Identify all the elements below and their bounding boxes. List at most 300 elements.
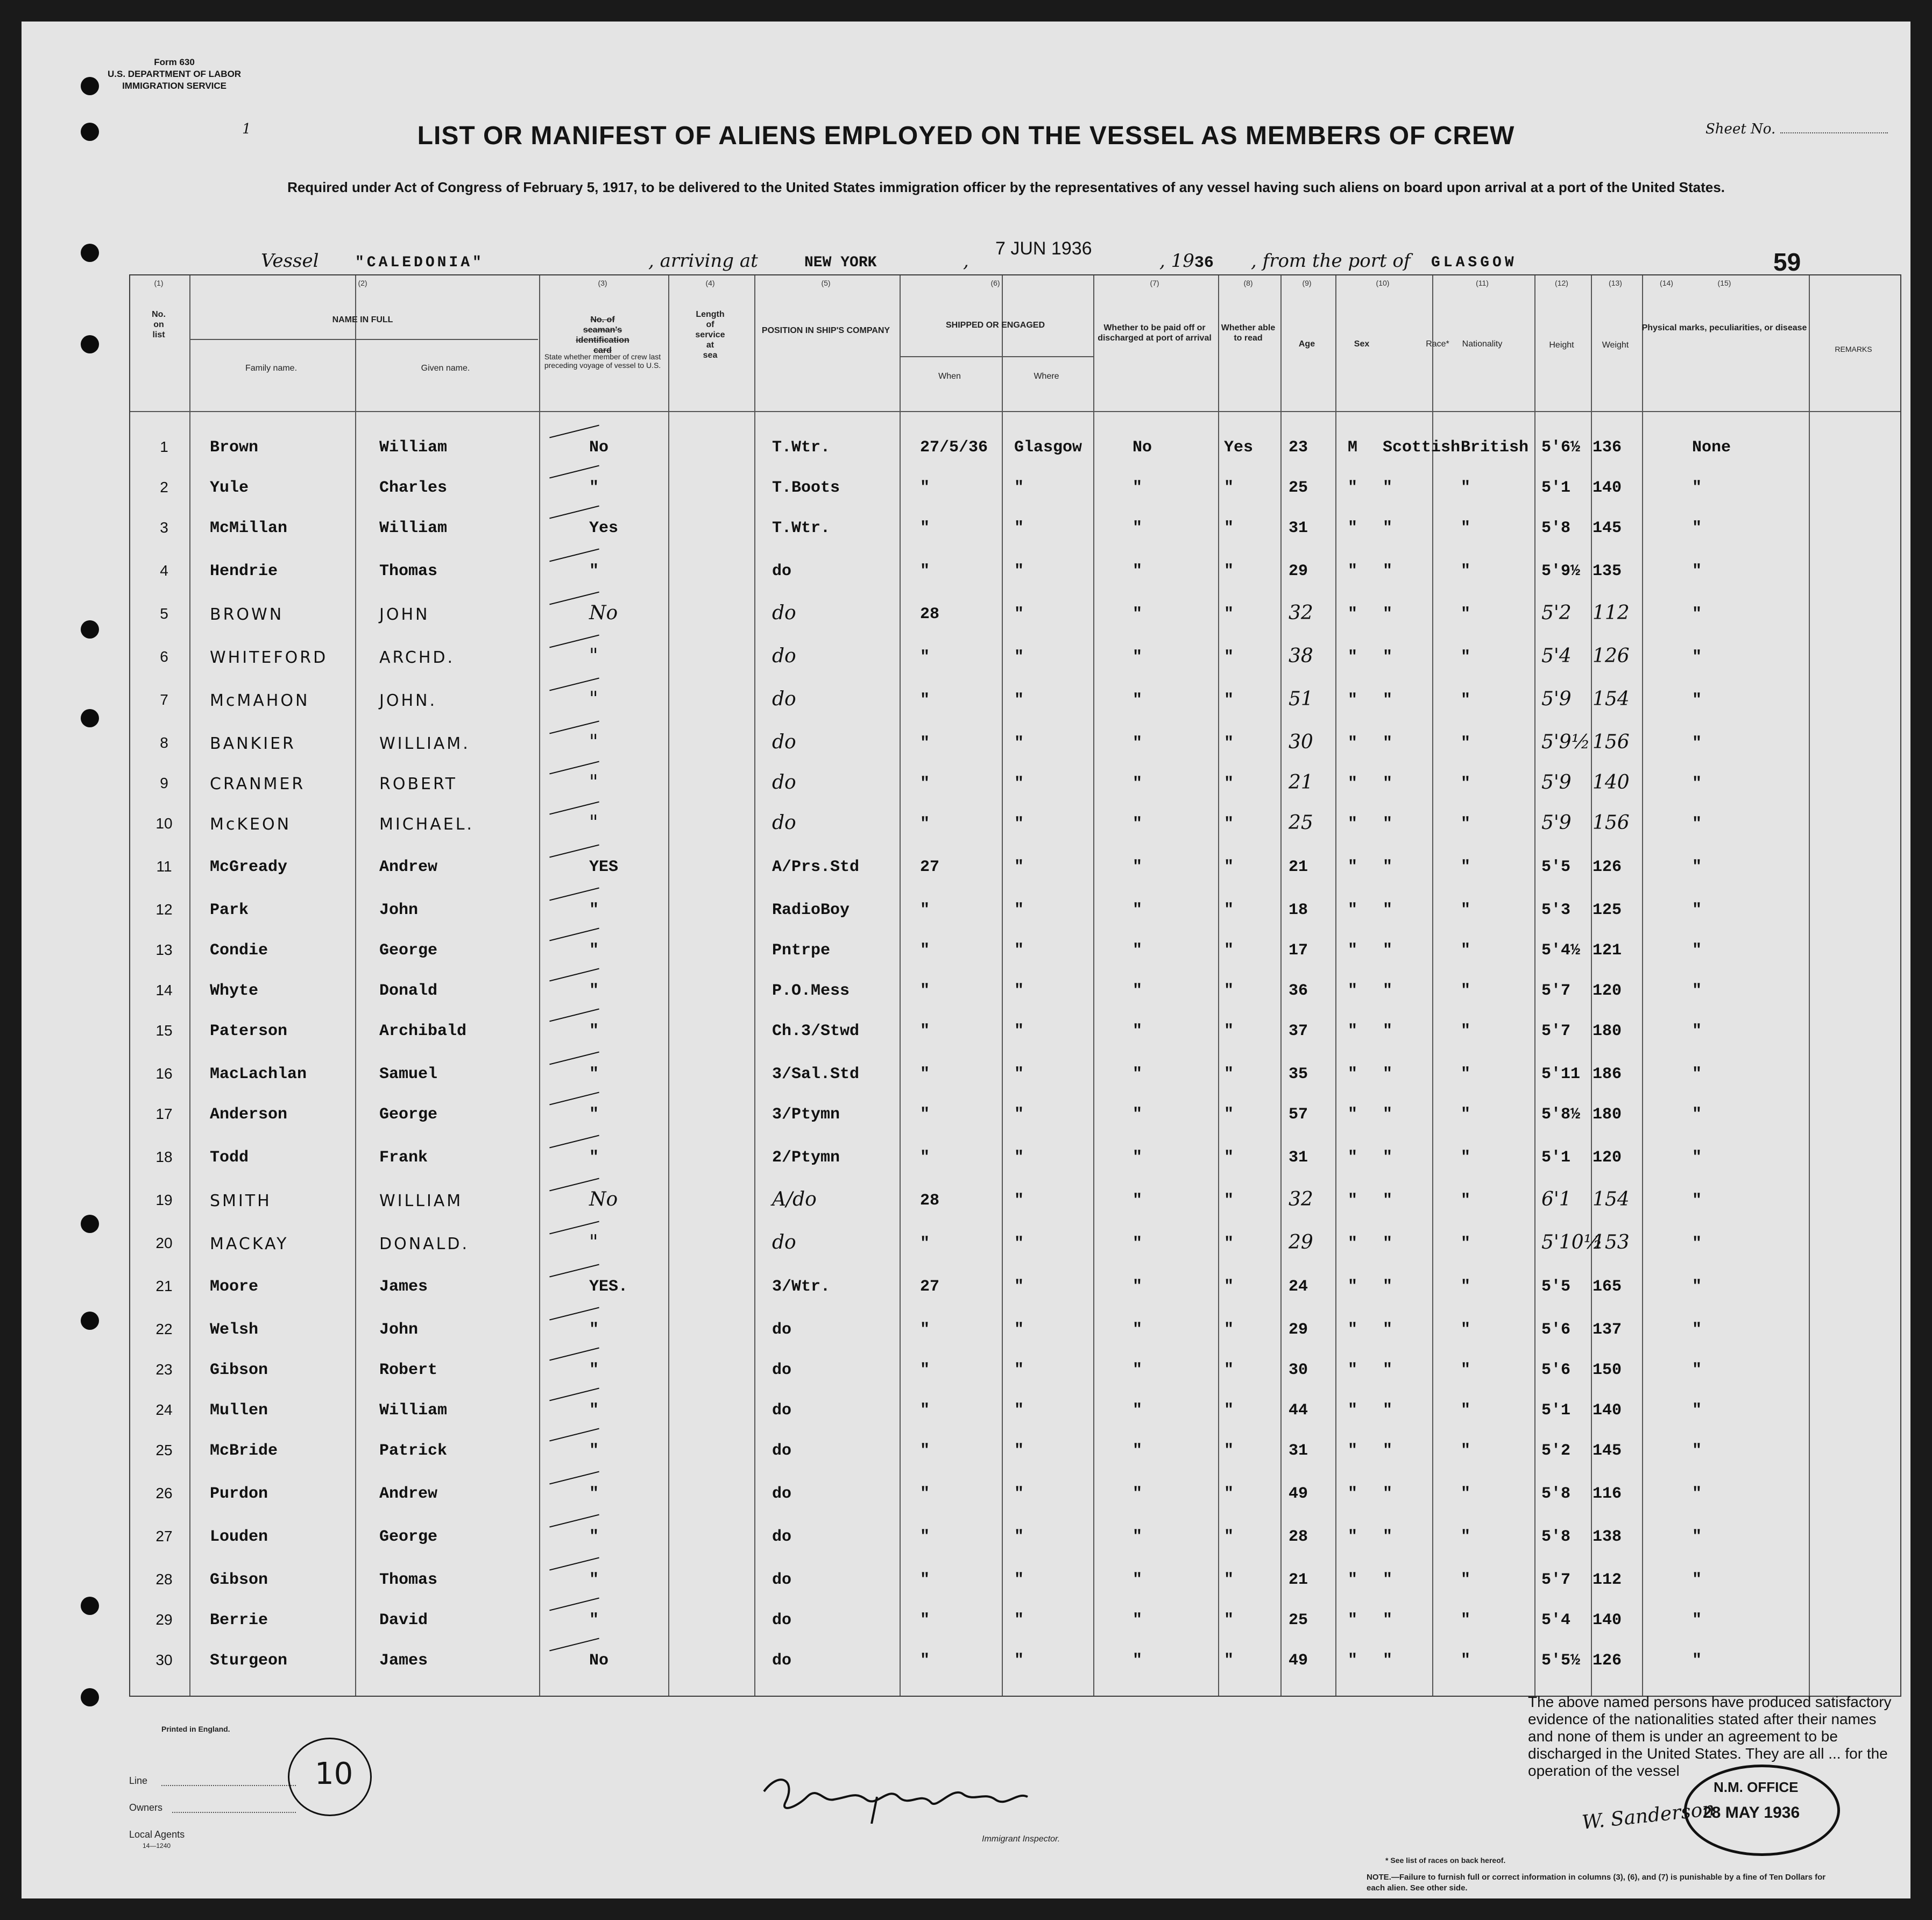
given-name: ROBERT xyxy=(379,775,457,793)
race: " xyxy=(1383,1149,1393,1167)
printed-in: Printed in England. xyxy=(161,1725,230,1733)
able-to-read: " xyxy=(1224,1235,1234,1253)
family-name: BROWN xyxy=(210,605,284,624)
given-name: Thomas xyxy=(379,562,438,580)
row-number: 26 xyxy=(155,1485,173,1501)
paid-off: " xyxy=(1133,479,1143,497)
line-label: Line xyxy=(129,1775,148,1786)
shipped-when: " xyxy=(920,562,930,580)
table-row xyxy=(129,724,1899,767)
age: 21 xyxy=(1289,771,1313,793)
shipped-when: " xyxy=(920,1149,930,1167)
column-number: (5) xyxy=(821,279,831,287)
shipped-where: " xyxy=(1014,941,1024,960)
height: 5'8 xyxy=(1541,519,1571,537)
column-number: (7) xyxy=(1150,279,1159,287)
family-name: McMillan xyxy=(210,519,288,537)
height: 5'8 xyxy=(1541,1485,1571,1503)
nationality: " xyxy=(1461,1361,1471,1379)
family-name: Purdon xyxy=(210,1485,268,1503)
nationality: " xyxy=(1461,1652,1471,1670)
sex: " xyxy=(1348,1192,1358,1210)
col-able-to-read: Whether able to read xyxy=(1221,323,1276,343)
physical-marks: " xyxy=(1692,1106,1702,1124)
height: 5'6½ xyxy=(1541,438,1581,457)
physical-marks: " xyxy=(1692,1235,1702,1253)
sex: " xyxy=(1348,648,1358,667)
shipped-where: " xyxy=(1014,1442,1024,1460)
col-no-on-list: No. on list xyxy=(152,310,166,339)
col-remarks: REMARKS xyxy=(1835,345,1872,353)
weight: 125 xyxy=(1593,901,1622,919)
sex: " xyxy=(1348,1235,1358,1253)
col-weight: Weight xyxy=(1602,341,1629,350)
column-number: (10) xyxy=(1376,279,1390,287)
punch-hole xyxy=(81,1597,99,1615)
nationality: " xyxy=(1461,734,1471,753)
table-row xyxy=(129,1600,1899,1643)
col-length-of-service: Length of service at sea xyxy=(695,310,725,360)
row-number: 13 xyxy=(155,941,173,958)
shipped-where: " xyxy=(1014,1235,1024,1253)
row-number: 27 xyxy=(155,1528,173,1544)
sex: " xyxy=(1348,605,1358,624)
table-row xyxy=(129,1517,1899,1560)
column-number: (14) xyxy=(1660,279,1673,287)
seaman-card: " xyxy=(589,1065,599,1083)
height: 5'9 xyxy=(1541,812,1572,834)
age: 17 xyxy=(1289,941,1308,960)
table-row xyxy=(129,1054,1899,1097)
height: 5'5 xyxy=(1541,1278,1571,1296)
height: 5'2 xyxy=(1541,602,1572,624)
paid-off: No xyxy=(1133,438,1152,457)
seaman-card: " xyxy=(589,1571,599,1589)
paid-off: " xyxy=(1133,941,1143,960)
physical-marks: " xyxy=(1692,1192,1702,1210)
paid-off: " xyxy=(1133,1235,1143,1253)
sex: " xyxy=(1348,982,1358,1000)
given-name: Robert xyxy=(379,1361,438,1379)
weight: 145 xyxy=(1593,519,1622,537)
shipped-when: " xyxy=(920,1022,930,1040)
row-number: 5 xyxy=(160,605,168,622)
age: 31 xyxy=(1289,519,1308,537)
shipped-when: " xyxy=(920,815,930,833)
age: 37 xyxy=(1289,1022,1308,1040)
table-row xyxy=(129,637,1899,681)
table-row xyxy=(129,1474,1899,1517)
table-row xyxy=(129,1095,1899,1138)
sex: " xyxy=(1348,1278,1358,1296)
row-number: 15 xyxy=(155,1022,173,1039)
ship-position: Pntrpe xyxy=(772,941,831,960)
comma: , xyxy=(963,250,969,272)
seaman-card: " xyxy=(589,645,598,667)
family-name: Moore xyxy=(210,1278,259,1296)
given-name: James xyxy=(379,1278,428,1296)
column-number: (9) xyxy=(1302,279,1312,287)
shipped-when: " xyxy=(920,734,930,753)
table-row xyxy=(129,1011,1899,1054)
given-name: George xyxy=(379,1528,438,1546)
row-number: 19 xyxy=(155,1192,173,1208)
height: 5'8 xyxy=(1541,1528,1571,1546)
race: " xyxy=(1383,648,1393,667)
height: 5'9½ xyxy=(1541,731,1590,753)
ship-position: do xyxy=(772,731,796,753)
table-row xyxy=(129,1224,1899,1267)
paid-off: " xyxy=(1133,648,1143,667)
seaman-card: " xyxy=(589,1106,599,1124)
paid-off: " xyxy=(1133,605,1143,624)
paid-off: " xyxy=(1133,1485,1143,1503)
height: 5'4 xyxy=(1541,645,1572,667)
physical-marks: " xyxy=(1692,1022,1702,1040)
ship-position: Ch.3/Stwd xyxy=(772,1022,860,1040)
seaman-card: " xyxy=(589,1022,599,1040)
seaman-card: " xyxy=(589,901,599,919)
age: 21 xyxy=(1289,858,1308,876)
shipped-when: " xyxy=(920,1361,930,1379)
age: 49 xyxy=(1289,1652,1308,1670)
sheet-number-label: Sheet No. xyxy=(1705,121,1888,137)
family-name: Todd xyxy=(210,1149,249,1167)
column-number: (1) xyxy=(154,279,164,287)
table-row xyxy=(129,428,1899,471)
height: 5'5½ xyxy=(1541,1652,1581,1670)
nationality: " xyxy=(1461,1528,1471,1546)
table-row xyxy=(129,1350,1899,1393)
height: 5'4½ xyxy=(1541,941,1581,960)
able-to-read: " xyxy=(1224,775,1234,793)
column-number: (12) xyxy=(1555,279,1568,287)
column-number: (13) xyxy=(1609,279,1622,287)
departure-port: GLASGOW xyxy=(1431,254,1517,271)
given-name: William xyxy=(379,1401,448,1420)
sex: " xyxy=(1348,1065,1358,1083)
col-seaman-id-note: State whether member of crew last preceding voyage of vessel to U.S. xyxy=(544,352,661,370)
height: 5'1 xyxy=(1541,1401,1571,1420)
shipped-where: " xyxy=(1014,1652,1024,1670)
column-number: (8) xyxy=(1243,279,1253,287)
row-number: 30 xyxy=(155,1652,173,1668)
family-name: MacLachlan xyxy=(210,1065,307,1083)
circled-count-value: 10 xyxy=(315,1756,353,1791)
able-to-read: " xyxy=(1224,1192,1234,1210)
row-number: 21 xyxy=(155,1278,173,1294)
height: 5'10½ xyxy=(1541,1231,1603,1253)
family-name: WHITEFORD xyxy=(210,648,328,667)
col-given-name: Given name. xyxy=(421,364,470,373)
weight: 140 xyxy=(1593,1401,1622,1420)
col-name-in-full: NAME IN FULL xyxy=(332,315,393,324)
paid-off: " xyxy=(1133,1361,1143,1379)
nationality: " xyxy=(1461,858,1471,876)
column-number: (3) xyxy=(598,279,607,287)
column-number: (2) xyxy=(358,279,367,287)
nationality: " xyxy=(1461,519,1471,537)
nationality: " xyxy=(1461,1235,1471,1253)
physical-marks: " xyxy=(1692,1321,1702,1339)
sex: " xyxy=(1348,1022,1358,1040)
weight: 165 xyxy=(1593,1278,1622,1296)
from-port-label: , from the port of xyxy=(1251,250,1411,272)
age: 31 xyxy=(1289,1149,1308,1167)
column-number: (15) xyxy=(1717,279,1731,287)
page-number: 59 xyxy=(1773,248,1801,276)
given-name: JOHN. xyxy=(379,691,437,710)
shipped-where: " xyxy=(1014,1361,1024,1379)
race: " xyxy=(1383,775,1393,793)
manifest-sheet xyxy=(22,22,1910,1898)
sex: " xyxy=(1348,1321,1358,1339)
paid-off: " xyxy=(1133,982,1143,1000)
table-row xyxy=(129,1391,1899,1434)
physical-marks: " xyxy=(1692,982,1702,1000)
sex: " xyxy=(1348,815,1358,833)
physical-marks: " xyxy=(1692,562,1702,580)
shipped-where: " xyxy=(1014,1321,1024,1339)
col-race: Race* xyxy=(1426,339,1449,349)
race: " xyxy=(1383,1401,1393,1420)
given-name: James xyxy=(379,1652,428,1670)
weight: 126 xyxy=(1593,645,1630,667)
ship-position: do xyxy=(772,1442,792,1460)
shipped-when: " xyxy=(920,1321,930,1339)
able-to-read: " xyxy=(1224,1106,1234,1124)
seaman-card: No xyxy=(589,1652,609,1670)
family-name: Brown xyxy=(210,438,259,457)
able-to-read: " xyxy=(1224,1485,1234,1503)
shipped-where: " xyxy=(1014,1065,1024,1083)
physical-marks: " xyxy=(1692,479,1702,497)
weight: 126 xyxy=(1593,858,1622,876)
vessel-name: "CALEDONIA" xyxy=(355,254,484,271)
weight: 138 xyxy=(1593,1528,1622,1546)
seaman-card: " xyxy=(589,1528,599,1546)
row-number: 18 xyxy=(155,1149,173,1165)
able-to-read: " xyxy=(1224,1442,1234,1460)
shipped-when: " xyxy=(920,1652,930,1670)
given-name: William xyxy=(379,519,448,537)
height: 5'8½ xyxy=(1541,1106,1581,1124)
ship-position: P.O.Mess xyxy=(772,982,850,1000)
age: 25 xyxy=(1289,812,1313,834)
table-row xyxy=(129,594,1899,637)
weight: 154 xyxy=(1593,1188,1630,1210)
given-name: Andrew xyxy=(379,1485,438,1503)
physical-marks: " xyxy=(1692,1065,1702,1083)
row-number: 11 xyxy=(156,858,172,875)
weight: 112 xyxy=(1593,602,1630,624)
paid-off: " xyxy=(1133,1571,1143,1589)
able-to-read: " xyxy=(1224,941,1234,960)
shipped-where: " xyxy=(1014,562,1024,580)
able-to-read: " xyxy=(1224,605,1234,624)
punch-hole xyxy=(81,335,99,353)
physical-marks: " xyxy=(1692,1361,1702,1379)
age: 29 xyxy=(1289,1321,1308,1339)
given-name: DONALD. xyxy=(379,1235,470,1253)
able-to-read: " xyxy=(1224,1652,1234,1670)
age: 25 xyxy=(1289,1611,1308,1629)
race: " xyxy=(1383,815,1393,833)
punch-hole xyxy=(81,244,99,262)
weight: 186 xyxy=(1593,1065,1622,1083)
sex: " xyxy=(1348,858,1358,876)
ship-position: RadioBoy xyxy=(772,901,850,919)
physical-marks: " xyxy=(1692,901,1702,919)
weight: 140 xyxy=(1593,1611,1622,1629)
able-to-read: " xyxy=(1224,1401,1234,1420)
age: 29 xyxy=(1289,1231,1313,1253)
physical-marks: " xyxy=(1692,648,1702,667)
punch-hole xyxy=(81,1312,99,1330)
paid-off: " xyxy=(1133,1611,1143,1629)
table-row xyxy=(129,681,1899,724)
given-name: WILLIAM xyxy=(379,1192,463,1210)
col-position: POSITION IN SHIP'S COMPANY xyxy=(761,326,890,335)
row-number: 12 xyxy=(155,901,173,918)
sex: " xyxy=(1348,1149,1358,1167)
nationality: " xyxy=(1461,1442,1471,1460)
ship-position: do xyxy=(772,812,796,834)
row-number: 14 xyxy=(155,982,173,998)
seaman-card: " xyxy=(589,812,598,834)
ship-position: T.Wtr. xyxy=(772,519,831,537)
able-to-read: " xyxy=(1224,1149,1234,1167)
col-when: When xyxy=(938,372,961,381)
able-to-read: " xyxy=(1224,858,1234,876)
physical-marks: " xyxy=(1692,1401,1702,1420)
handwritten-mark: 1 xyxy=(242,121,251,137)
paid-off: " xyxy=(1133,562,1143,580)
shipped-where: " xyxy=(1014,734,1024,753)
family-name: SMITH xyxy=(210,1192,272,1210)
seaman-card: No xyxy=(589,602,618,624)
physical-marks: " xyxy=(1692,1611,1702,1629)
sex: " xyxy=(1348,1571,1358,1589)
height: 5'7 xyxy=(1541,1022,1571,1040)
row-number: 24 xyxy=(155,1401,173,1418)
able-to-read: " xyxy=(1224,901,1234,919)
nationality: " xyxy=(1461,605,1471,624)
row-number: 1 xyxy=(160,438,168,455)
sex: " xyxy=(1348,519,1358,537)
family-name: McGready xyxy=(210,858,288,876)
weight: 140 xyxy=(1593,479,1622,497)
weight: 116 xyxy=(1593,1485,1622,1503)
age: 49 xyxy=(1289,1485,1308,1503)
race: " xyxy=(1383,1361,1393,1379)
shipped-when: " xyxy=(920,775,930,793)
shipped-where: " xyxy=(1014,691,1024,710)
paid-off: " xyxy=(1133,815,1143,833)
family-name: Louden xyxy=(210,1528,268,1546)
paid-off: " xyxy=(1133,734,1143,753)
column-number: (6) xyxy=(990,279,1000,287)
col-physical-marks: Physical marks, peculiarities, or disease xyxy=(1641,323,1807,332)
paid-off: " xyxy=(1133,1149,1143,1167)
shipped-when: " xyxy=(920,1065,930,1083)
ship-position: T.Boots xyxy=(772,479,840,497)
ship-position: T.Wtr. xyxy=(772,438,831,457)
sex: " xyxy=(1348,479,1358,497)
height: 5'5 xyxy=(1541,858,1571,876)
physical-marks: " xyxy=(1692,519,1702,537)
punch-hole xyxy=(81,77,99,95)
physical-marks: " xyxy=(1692,605,1702,624)
nationality: " xyxy=(1461,775,1471,793)
physical-marks: " xyxy=(1692,775,1702,793)
table-row xyxy=(129,971,1899,1014)
weight: 136 xyxy=(1593,438,1622,457)
punch-hole xyxy=(81,709,99,727)
seaman-card: " xyxy=(589,562,599,580)
shipped-when: " xyxy=(920,648,930,667)
table-row xyxy=(129,1181,1899,1224)
paid-off: " xyxy=(1133,858,1143,876)
ship-position: do xyxy=(772,1652,792,1670)
ship-position: 2/Ptymn xyxy=(772,1149,840,1167)
age: 51 xyxy=(1289,688,1313,710)
row-number: 28 xyxy=(155,1571,173,1588)
able-to-read: " xyxy=(1224,1278,1234,1296)
agent-signature: W. Sanderson xyxy=(1581,1798,1716,1834)
races-note: * See list of races on back hereof. xyxy=(1385,1856,1506,1865)
family-name: McMAHON xyxy=(210,691,310,710)
height: 5'9½ xyxy=(1541,562,1581,580)
punch-hole xyxy=(81,1215,99,1233)
paid-off: " xyxy=(1133,1442,1143,1460)
age: 30 xyxy=(1289,731,1313,753)
seaman-card: " xyxy=(589,1321,599,1339)
paid-off: " xyxy=(1133,691,1143,710)
sex: " xyxy=(1348,1442,1358,1460)
weight: 137 xyxy=(1593,1321,1622,1339)
paid-off: " xyxy=(1133,1528,1143,1546)
ship-position: do xyxy=(772,645,796,667)
arrival-port: NEW YORK xyxy=(804,254,877,271)
table-row xyxy=(129,804,1899,847)
family-name: Berrie xyxy=(210,1611,268,1629)
row-number: 9 xyxy=(160,775,168,791)
physical-marks: " xyxy=(1692,1528,1702,1546)
age: 35 xyxy=(1289,1065,1308,1083)
paid-off: " xyxy=(1133,901,1143,919)
shipped-when: " xyxy=(920,479,930,497)
table-row xyxy=(129,468,1899,511)
ship-position: do xyxy=(772,562,792,580)
shipped-when: " xyxy=(920,941,930,960)
weight: 180 xyxy=(1593,1022,1622,1040)
seaman-card: " xyxy=(589,1442,599,1460)
given-name: Samuel xyxy=(379,1065,438,1083)
nationality: " xyxy=(1461,1022,1471,1040)
column-number: (4) xyxy=(705,279,715,287)
height: 5'7 xyxy=(1541,1571,1571,1589)
able-to-read: " xyxy=(1224,562,1234,580)
age: 23 xyxy=(1289,438,1308,457)
shipped-where: " xyxy=(1014,1401,1024,1420)
penalty-note: NOTE.—Failure to furnish full or correct information in columns (3), (6), and (7) is punishable by a fine of Ten Dollars for each alien. See other side. xyxy=(1367,1873,1826,1893)
able-to-read: " xyxy=(1224,1321,1234,1339)
shipped-where: Glasgow xyxy=(1014,438,1082,457)
seaman-card: " xyxy=(589,1401,599,1420)
nationality: " xyxy=(1461,1321,1471,1339)
family-name: Mullen xyxy=(210,1401,268,1420)
